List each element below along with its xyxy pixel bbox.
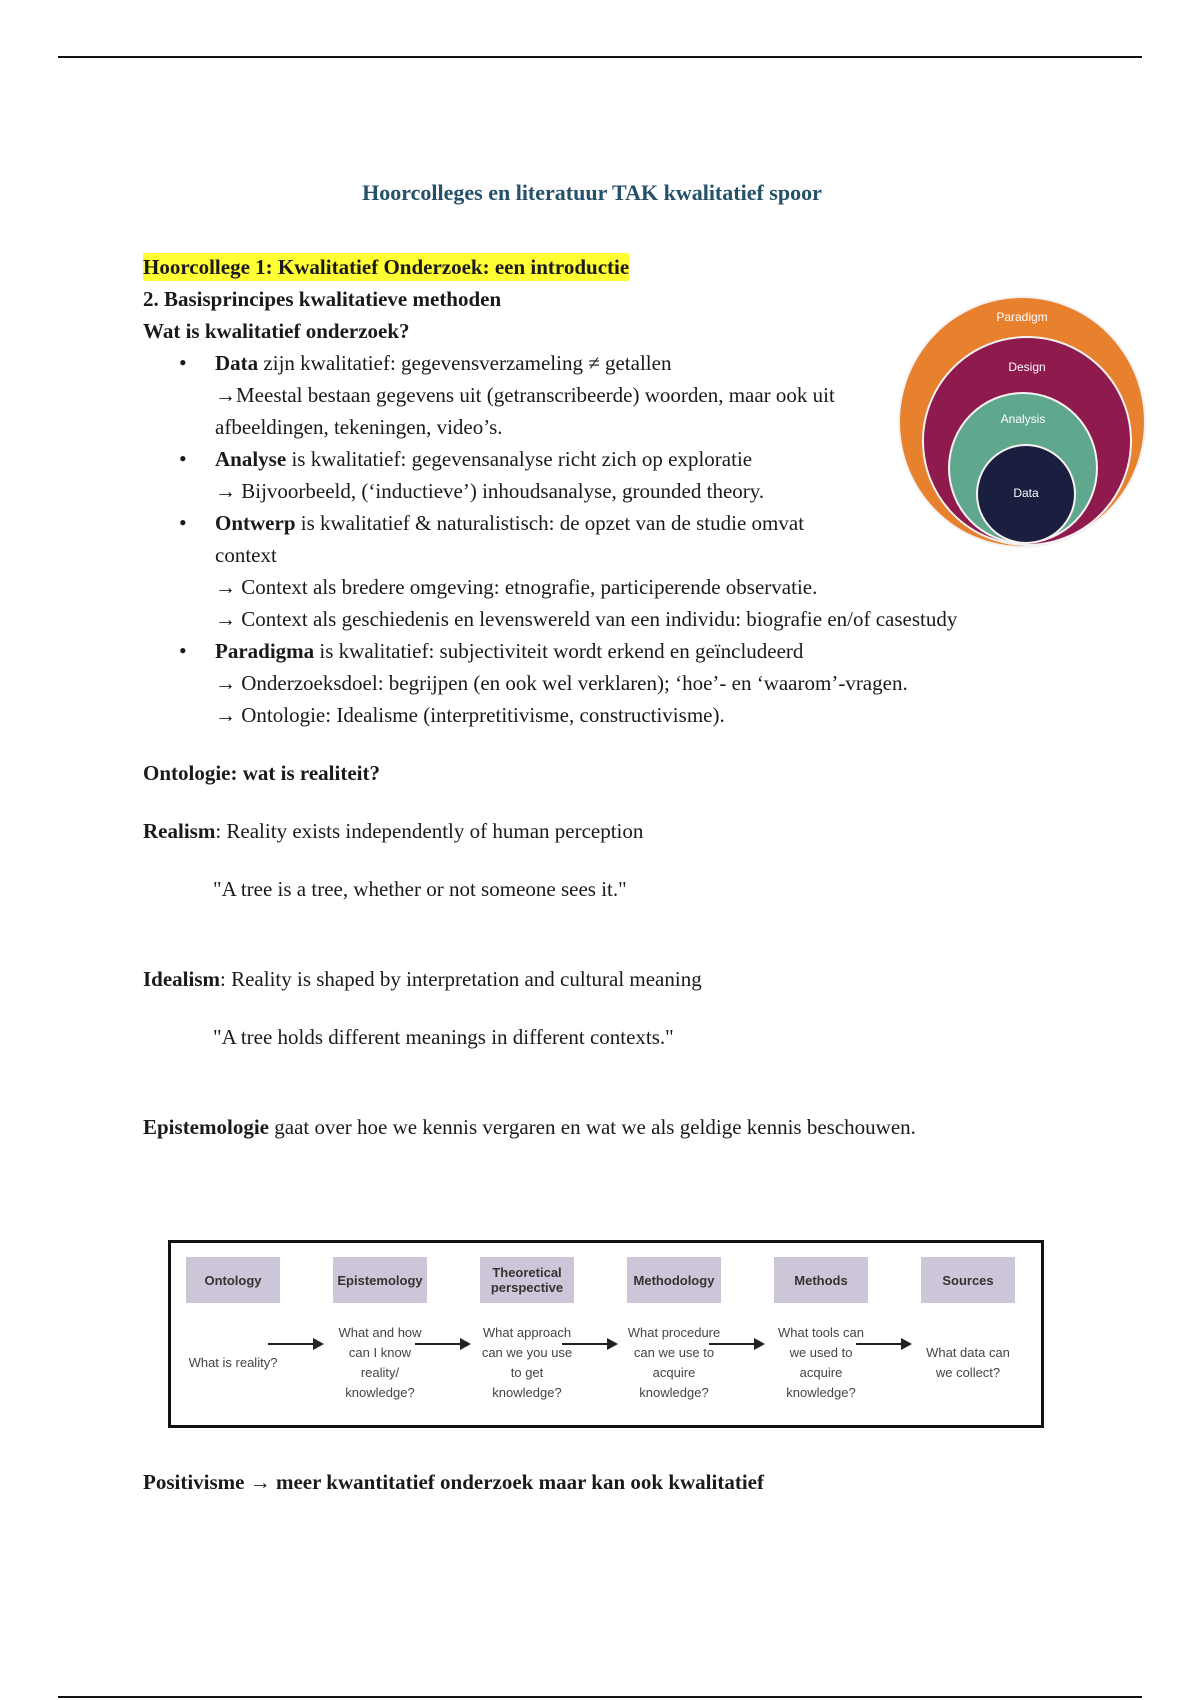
- onion-ring-data: [976, 444, 1076, 544]
- flow-step-question: What data can we collect?: [926, 1345, 1010, 1380]
- bullet-sub: →Meestal bestaan gegevens uit (getranscribeerde) woorden, maar ook uit afbeeldingen, tekeningen, video’s.: [215, 383, 835, 439]
- flow-arrow: [268, 1337, 324, 1351]
- flow-arrow: [562, 1337, 618, 1351]
- list-item: [143, 635, 1063, 731]
- bottom-rule: [58, 1696, 1142, 1698]
- bullet-sub: → Context als geschiedenis en levenswereld van een individu: biografie en/of casestudy: [215, 607, 958, 631]
- flow-step-theoretical-perspective: [480, 1257, 574, 1413]
- onion-diagram: [898, 296, 1146, 548]
- flow-step-methods: [774, 1257, 868, 1413]
- bullet-term: Data: [215, 351, 259, 375]
- lecture-title: Hoorcollege 1: Kwalitatief Onderzoek: een introductie: [143, 255, 630, 279]
- idealism-text: : Reality is shaped by interpretation and cultural meaning: [220, 967, 702, 991]
- list-item: [143, 347, 935, 443]
- flow-step-epistemology: [333, 1257, 427, 1413]
- bullet-sub: → Ontologie: Idealisme (interpretitivisme, constructivisme).: [215, 703, 725, 727]
- section-heading: 2. Basisprincipes kwalitatieve methoden: [143, 287, 502, 311]
- bullet-text: is kwalitatief: subjectiviteit wordt erkend en geïncludeerd: [314, 639, 804, 663]
- flow-step-ontology: [186, 1257, 280, 1413]
- bullet-term: Analyse: [215, 447, 287, 471]
- idealism-quote: "A tree holds different meanings in different contexts.": [213, 1025, 674, 1049]
- bullet-term: Paradigma: [215, 639, 315, 663]
- ring-label: Data: [1013, 486, 1039, 500]
- epistemology-line: [143, 1111, 1063, 1143]
- flow-step-head: Theoretical perspective: [480, 1257, 574, 1303]
- flow-arrow: [856, 1337, 912, 1351]
- bullet-term: Ontwerp: [215, 511, 296, 535]
- flow-arrow: [415, 1337, 471, 1351]
- epistemology-term: Epistemologie: [143, 1115, 269, 1139]
- idealism-line: [143, 963, 1063, 995]
- ring-label: Analysis: [1000, 412, 1046, 426]
- realism-text: : Reality exists independently of human perception: [215, 819, 644, 843]
- top-rule: [58, 56, 1142, 58]
- flow-step-question: What tools can we used to acquire knowledge?: [778, 1325, 864, 1400]
- flow-step-head: Sources: [921, 1257, 1015, 1303]
- epistemology-text: gaat over hoe we kennis vergaren en wat we als geldige kennis beschouwen.: [269, 1115, 916, 1139]
- flow-step-head: Epistemology: [333, 1257, 427, 1303]
- flow-step-question: What procedure can we use to acquire knowledge?: [627, 1325, 721, 1400]
- research-flow-diagram: [168, 1240, 1044, 1428]
- flow-arrow: [709, 1337, 765, 1351]
- flow-step-head: Methods: [774, 1257, 868, 1303]
- bullet-text: is kwalitatief & naturalistisch: de opzet van de studie omvat context: [215, 511, 805, 567]
- bullet-text: zijn kwalitatief: gegevensverzameling ≠ getallen: [258, 351, 672, 375]
- realism-line: [143, 815, 1063, 847]
- ring-label: Design: [1008, 360, 1046, 374]
- bullet-sub: → Context als bredere omgeving: etnografie, participerende observatie.: [215, 575, 818, 599]
- flow-step-question: What and how can I know reality/ knowledge?: [338, 1325, 422, 1400]
- ontology-heading: Ontologie: wat is realiteit?: [143, 761, 380, 785]
- flow-step-question: What is reality?: [188, 1355, 278, 1370]
- list-item: [143, 443, 935, 507]
- bullet-sub: → Bijvoorbeeld, (‘inductieve’) inhoudsanalyse, grounded theory.: [215, 479, 765, 503]
- flow-step-head: Ontology: [186, 1257, 280, 1303]
- realism-term: Realism: [143, 819, 216, 843]
- flow-step-head: Methodology: [627, 1257, 721, 1303]
- bullet-sub: → Onderzoeksdoel: begrijpen (en ook wel verklaren); ‘hoe’- en ‘waarom’-vragen.: [215, 671, 908, 695]
- flow-step-methodology: [627, 1257, 721, 1413]
- bullet-text: is kwalitatief: gegevensanalyse richt zich op exploratie: [286, 447, 753, 471]
- flow-step-sources: [921, 1257, 1015, 1413]
- page-title: Hoorcolleges en literatuur TAK kwalitatief spoor: [362, 180, 822, 205]
- question-heading: Wat is kwalitatief onderzoek?: [143, 319, 410, 343]
- flow-step-question: What approach can we you use to get knowledge?: [481, 1325, 573, 1400]
- realism-quote: "A tree is a tree, whether or not someone sees it.": [213, 877, 627, 901]
- ring-label: Paradigm: [996, 310, 1048, 324]
- positivism-line: Positivisme → meer kwantitatief onderzoek maar kan ook kwalitatief: [143, 1470, 764, 1494]
- idealism-term: Idealism: [143, 967, 221, 991]
